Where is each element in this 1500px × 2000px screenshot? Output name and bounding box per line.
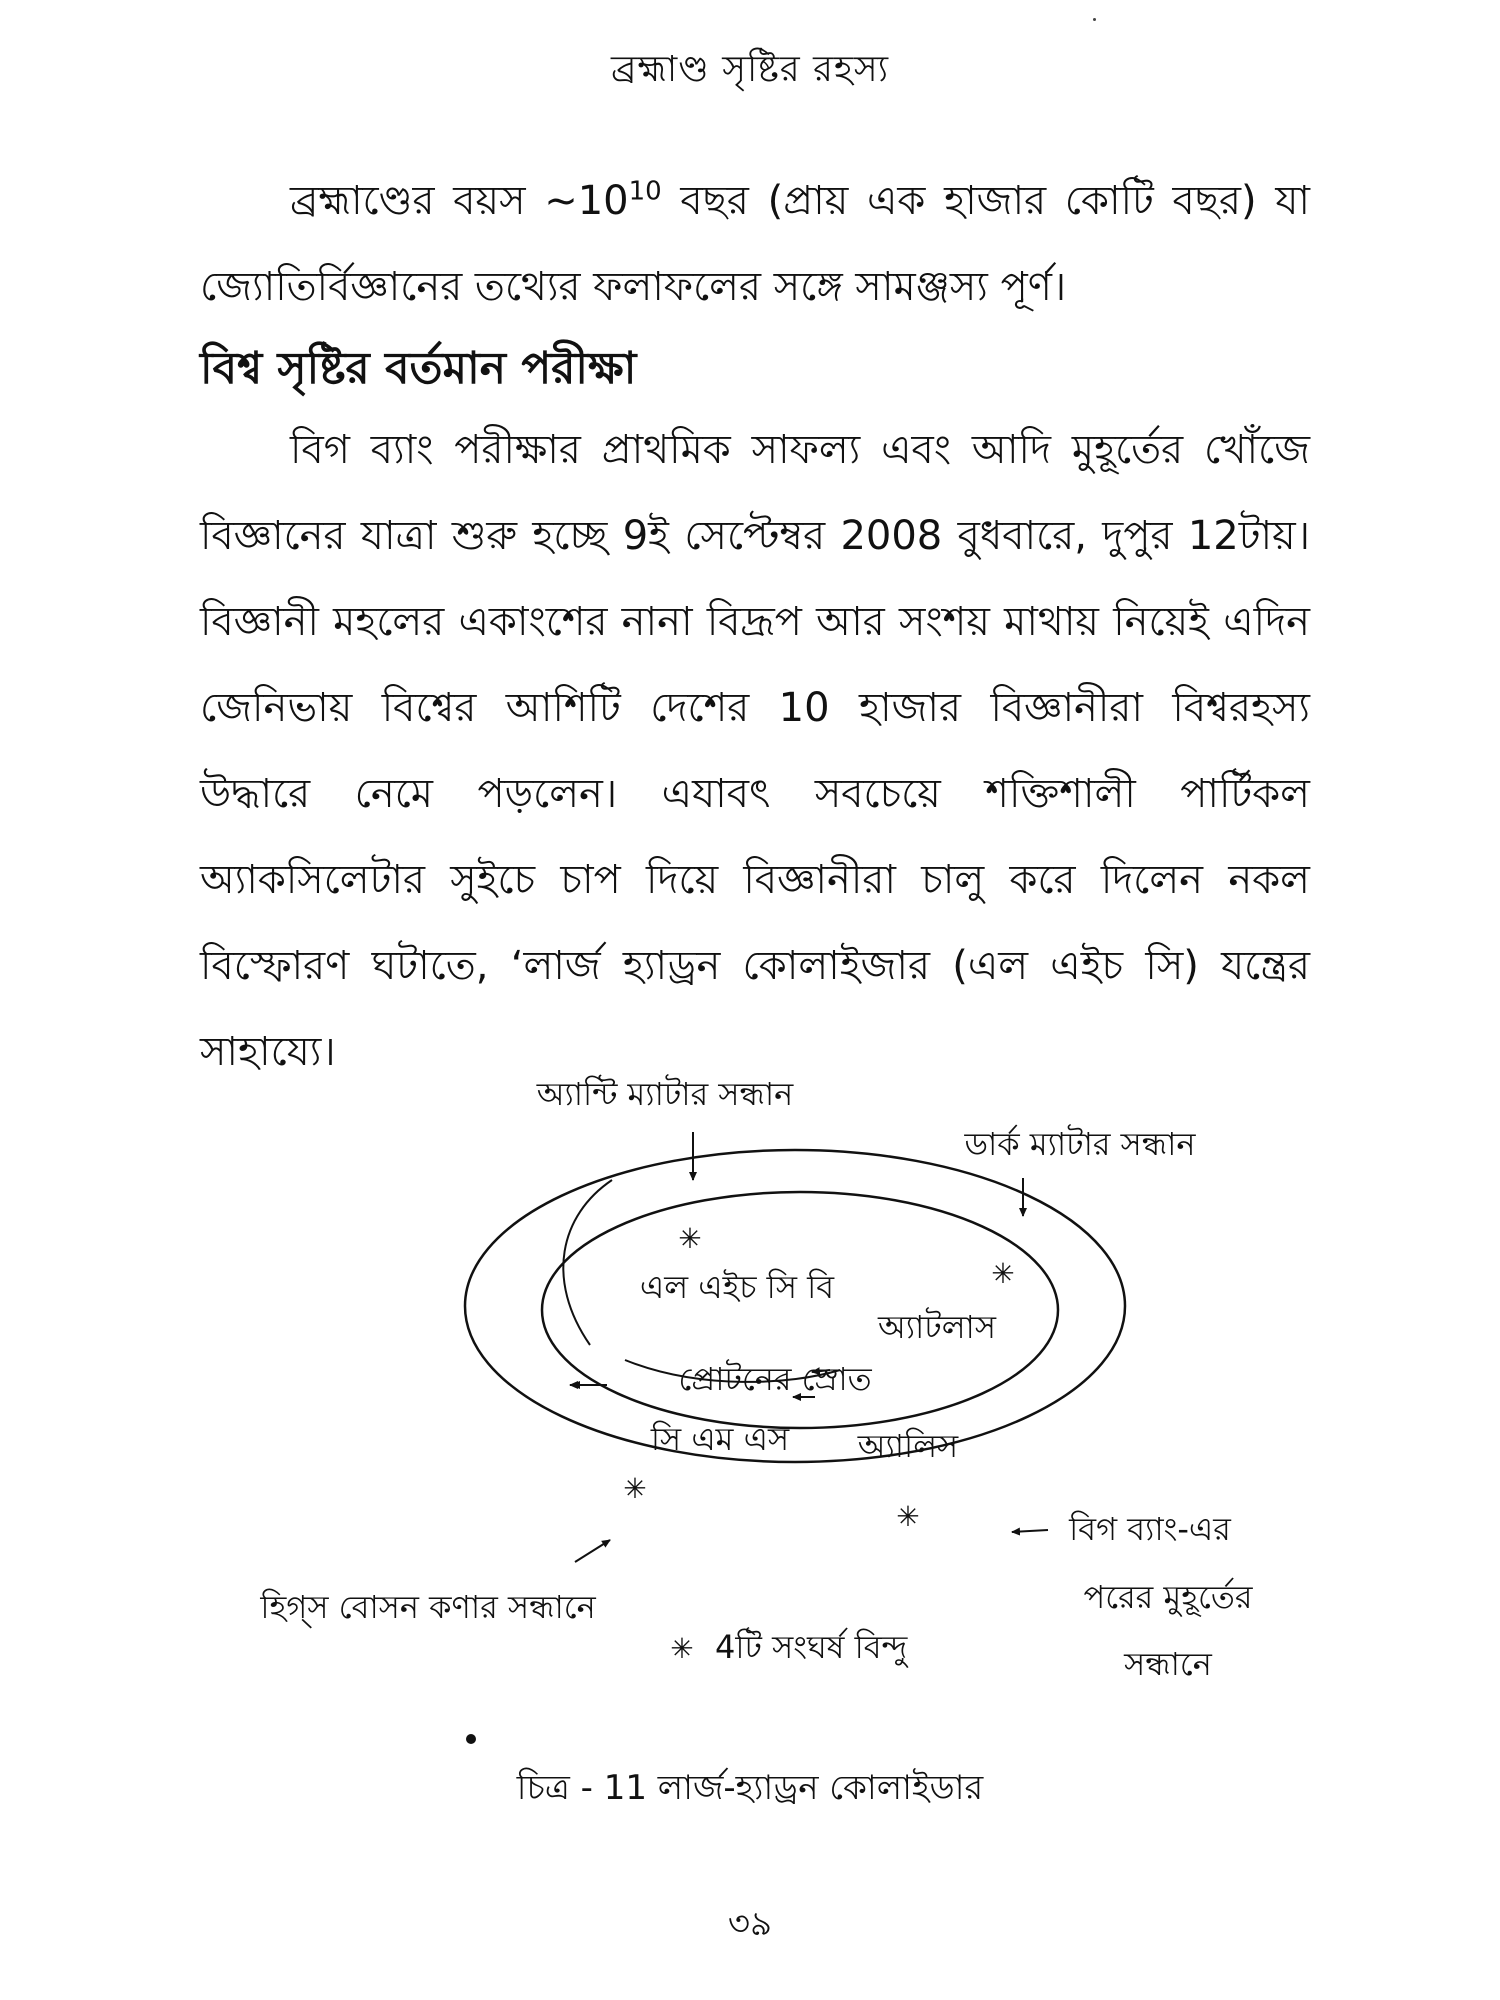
outer-ring	[465, 1150, 1125, 1462]
print-dot	[466, 1734, 476, 1744]
lhc-diagram	[0, 1040, 1500, 1740]
label-bigbang-3: সন্ধানে	[1124, 1645, 1212, 1683]
bigbang-arrow	[1012, 1530, 1048, 1532]
paragraph-universe-age	[200, 158, 1310, 330]
legend-symbol: ✳	[670, 1632, 694, 1665]
label-alice: অ্যালিস	[857, 1427, 959, 1465]
label-bigbang-2: পরের মুহূর্তের	[1083, 1578, 1253, 1616]
section-heading: বিশ্ব সৃষ্টির বর্তমান পরীক্ষা	[200, 343, 637, 394]
universe-age-text-cont: বছর (প্রায় এক হাজার কোটি বছর) যা জ্যোতির্বিজ্ঞানের তথ্যের ফলাফলের সঙ্গে সামঞ্জস্য পূর্ণ।	[200, 178, 1310, 310]
scan-speck	[1093, 18, 1096, 21]
collision-point-cms: ✳	[623, 1472, 647, 1505]
higgs-arrow	[575, 1540, 610, 1562]
page-number: ৩৯	[727, 1904, 773, 1944]
collision-point-atlas: ✳	[991, 1257, 1015, 1290]
flow-arc-left	[563, 1180, 612, 1345]
universe-age-text: ব্রহ্মাণ্ডের বয়স ~10	[290, 178, 629, 224]
label-lhcb: এল এইচ সি বি	[639, 1268, 835, 1306]
running-header: ব্রহ্মাণ্ড সৃষ্টির রহস্য	[610, 49, 890, 90]
label-proton-stream: প্রোটনের স্রোত	[678, 1360, 872, 1398]
legend-label: 4টি সংঘর্ষ বিন্দু	[715, 1628, 908, 1666]
collision-point-alice: ✳	[896, 1500, 920, 1533]
exponent: 10	[628, 176, 662, 207]
collision-point-lhcb: ✳	[678, 1222, 702, 1255]
label-atlas: অ্যাটলাস	[878, 1308, 996, 1346]
label-bigbang-1: বিগ ব্যাং-এর	[1069, 1510, 1231, 1548]
label-darkmatter: ডার্ক ম্যাটার সন্ধান	[964, 1125, 1196, 1163]
label-higgs: হিগ্‌স বোসন কণার সন্ধানে	[260, 1588, 596, 1626]
figure-caption: চিত্র - 11 লার্জ-হ্যাড্রন কোলাইডার	[516, 1768, 984, 1808]
label-cms: সি এম এস	[650, 1420, 790, 1458]
paragraph-lhc-experiment: বিগ ব্যাং পরীক্ষার প্রাথমিক সাফল্য এবং আদি মুহূর্তের খোঁজে বিজ্ঞানের যাত্রা শুরু হচ্ছে 9ই সেপ্টেম্বর 2008 বুধবারে, দুপুর 12টায়। বিজ্ঞানী মহলের একাংশের নানা বিদ্রূপ আর সংশয় মাথায় নিয়েই এদিন জেনিভায় বিশ্বের আশিটি দেশের 10 হাজার বিজ্ঞানীরা বিশ্বরহস্য উদ্ধারে নেমে পড়লেন। এযাবৎ সবচেয়ে শক্তিশালী পার্টিকল অ্যাকসিলেটার সুইচে চাপ দিয়ে বিজ্ঞানীরা চালু করে দিলেন নকল বিস্ফোরণ ঘটাতে, ‘লার্জ হ্যাড্রন কোলাইজার (এল এইচ সি) যন্ত্রের সাহায্যে।	[200, 427, 1310, 1075]
label-antimatter: অ্যান্টি ম্যাটার সন্ধান	[536, 1075, 794, 1113]
